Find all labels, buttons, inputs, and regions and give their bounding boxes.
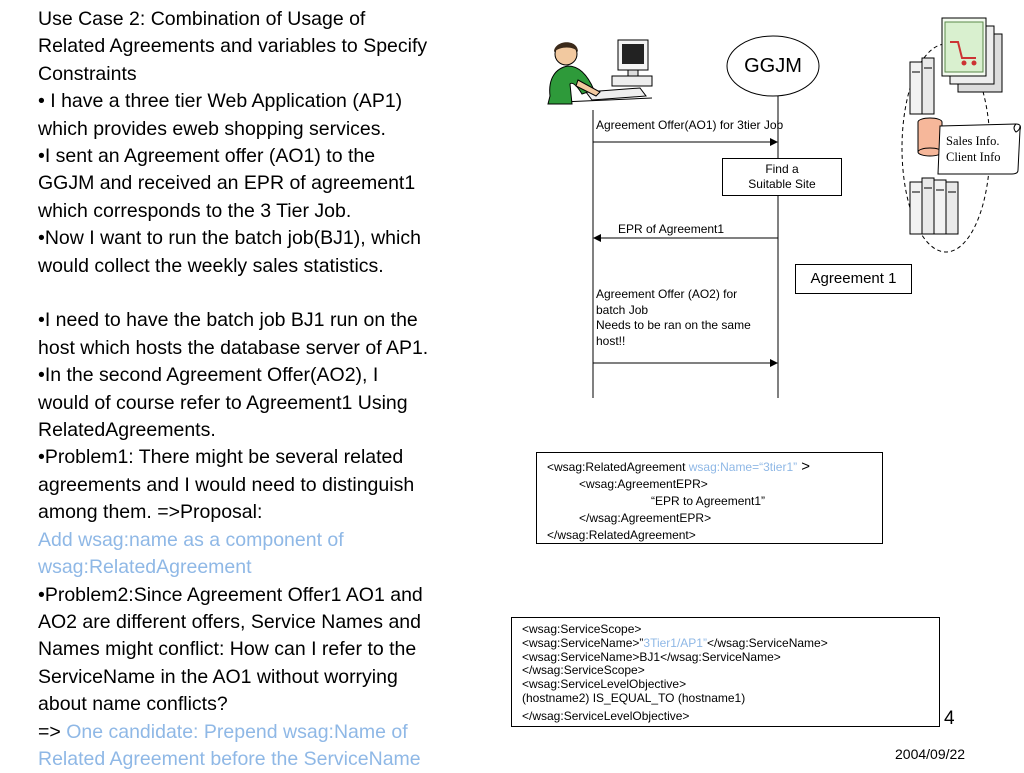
agreement1-box: Agreement 1 bbox=[795, 264, 912, 294]
problem2-line: Names might conflict: How can I refer to the bbox=[38, 638, 417, 661]
bullet-line: •Now I want to run the batch job(BJ1), which bbox=[38, 227, 421, 250]
page-number: 4 bbox=[944, 708, 955, 729]
bullet-line: •I need to have the batch job BJ1 run on the bbox=[38, 309, 418, 332]
find-site-line: Suitable Site bbox=[748, 177, 816, 191]
title-line: Use Case 2: Combination of Usage of bbox=[38, 8, 366, 30]
arrowhead-ao2 bbox=[770, 359, 778, 367]
code-line: “EPR to Agreement1” bbox=[651, 494, 766, 508]
proposal-line: Add wsag:name as a component of bbox=[38, 528, 344, 551]
message-ao2-label bbox=[596, 287, 751, 349]
candidate-line: Related Agreement before the ServiceName bbox=[38, 747, 421, 770]
candidate-prefix: => bbox=[38, 720, 67, 743]
code-line: <wsag:ServiceScope> bbox=[522, 622, 642, 636]
ao2-line: batch Job bbox=[596, 302, 649, 317]
title-line: Related Agreements and variables to Specify bbox=[38, 35, 428, 58]
code-line: (hostname2) IS_EQUAL_TO (hostname1) bbox=[522, 690, 746, 705]
problem2-line: about name conflicts? bbox=[38, 693, 228, 716]
code-line bbox=[547, 458, 882, 476]
arrowhead-ao1 bbox=[770, 138, 778, 146]
bullet-line: •I sent an Agreement offer (AO1) to the bbox=[38, 145, 376, 168]
message-epr-label: EPR of Agreement1 bbox=[618, 222, 725, 236]
title-line: Constraints bbox=[38, 62, 137, 85]
bullet-line: •In the second Agreement Offer(AO2), I bbox=[38, 364, 379, 387]
code-sn-open: <wsag:ServiceName>” bbox=[522, 635, 644, 650]
message-ao1-label: Agreement Offer(AO1) for 3tier Job bbox=[596, 118, 784, 132]
ao2-line: Needs to be ran on the same bbox=[596, 318, 751, 332]
bullet-line: RelatedAgreements. bbox=[38, 419, 216, 442]
slide-date: 2004/09/22 bbox=[895, 746, 966, 762]
code-sn-value: 3Tier1/AP1” bbox=[643, 635, 707, 650]
bullet-line: which provides eweb shopping services. bbox=[38, 117, 386, 140]
bullet-line: which corresponds to the 3 Tier Job. bbox=[38, 199, 352, 222]
code-line: </wsag:AgreementEPR> bbox=[579, 511, 712, 525]
problem2-line: ServiceName in the AO1 without worrying bbox=[38, 665, 398, 688]
code-open-tag: <wsag:RelatedAgreement bbox=[547, 460, 689, 474]
bullet-line: GGJM and received an EPR of agreement1 bbox=[38, 172, 416, 195]
code-close-bracket: > bbox=[797, 458, 811, 475]
bullet-line: would of course refer to Agreement1 Using bbox=[38, 391, 408, 414]
ao2-line: Agreement Offer (AO2) for bbox=[596, 287, 738, 301]
find-site-box bbox=[722, 158, 842, 196]
code-box-related-agreement bbox=[536, 452, 883, 544]
code-sn-close: </wsag:ServiceName> bbox=[706, 635, 828, 650]
code-line: </wsag:RelatedAgreement> bbox=[547, 528, 696, 542]
bullet-line: would collect the weekly sales statistics. bbox=[38, 254, 384, 277]
code-line bbox=[522, 637, 939, 651]
code-line: </wsag:ServiceScope> bbox=[522, 663, 645, 678]
ggjm-label: GGJM bbox=[744, 55, 802, 77]
ao2-line: host!! bbox=[596, 333, 626, 348]
code-name-attr: wsag:Name=“3tier1” bbox=[688, 460, 798, 474]
find-site-line: Find a bbox=[765, 162, 799, 176]
arrowhead-epr bbox=[593, 234, 601, 242]
problem2-line: •Problem2:Since Agreement Offer1 AO1 and bbox=[38, 583, 423, 606]
code-line: <wsag:AgreementEPR> bbox=[579, 477, 708, 491]
code-line: <wsag:ServiceLevelObjective> bbox=[522, 677, 687, 692]
bullet-line: •Problem1: There might be several related bbox=[38, 446, 404, 469]
proposal-line: wsag:RelatedAgreement bbox=[38, 556, 252, 579]
code-line: <wsag:ServiceName>BJ1</wsag:ServiceName> bbox=[522, 649, 781, 664]
bullet-line: among them. =>Proposal: bbox=[38, 501, 263, 524]
code-line: </wsag:ServiceLevelObjective> bbox=[522, 708, 690, 723]
code-box-service-scope bbox=[511, 617, 940, 727]
bullet-line: host which hosts the database server of AP1. bbox=[38, 336, 429, 359]
scroll-text bbox=[946, 133, 1001, 165]
candidate-text: One candidate: Prepend wsag:Name of bbox=[66, 720, 408, 743]
bullet-line: • I have a three tier Web Application (AP1) bbox=[38, 90, 403, 113]
scroll-line: Client Info bbox=[946, 150, 1001, 164]
scroll-line: Sales Info. bbox=[946, 134, 1000, 148]
bullet-line: agreements and I would need to distinguish bbox=[38, 473, 415, 496]
user-at-computer-icon bbox=[542, 36, 654, 108]
problem2-line: AO2 are different offers, Service Names and bbox=[38, 610, 421, 633]
